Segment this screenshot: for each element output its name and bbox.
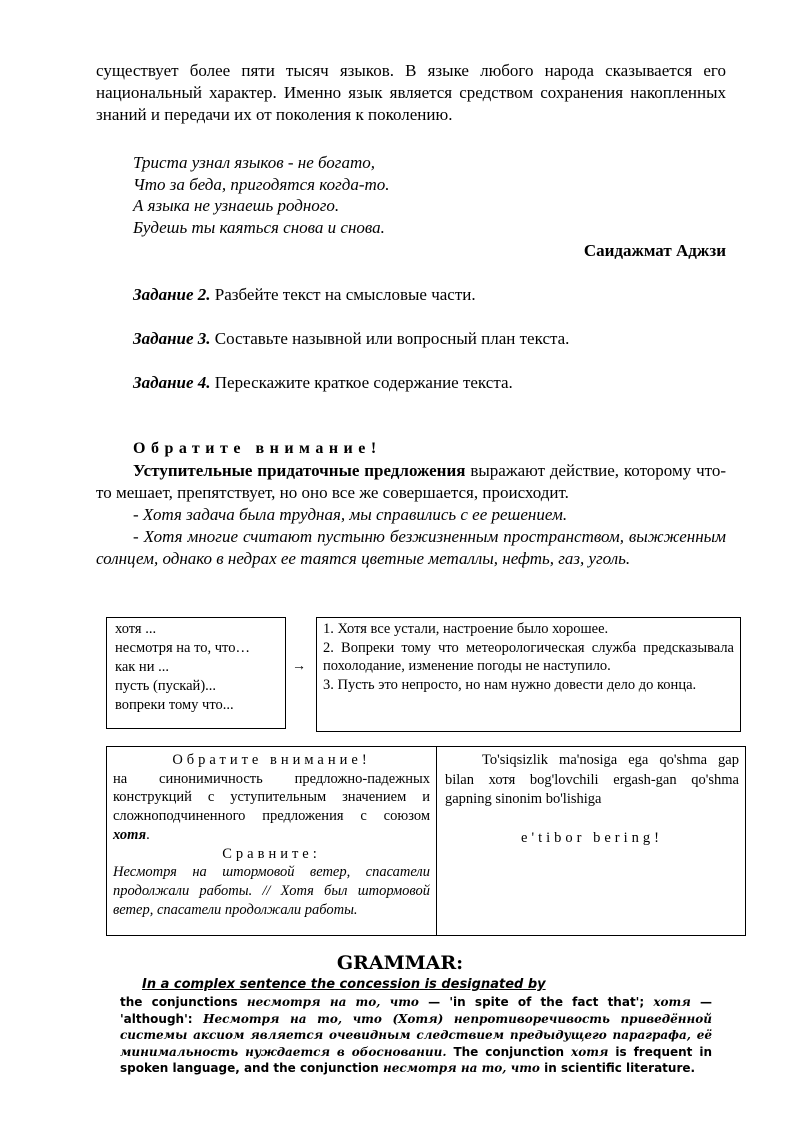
example-1: - Хотя задача была трудная, мы справились с ее решением. (133, 505, 568, 524)
example-item: 3. Пусть это непросто, но нам нужно довести дело до конца. (323, 676, 697, 693)
compare-example: Несмотря на штормовой ветер, спасатели продолжали работы. // Хотя был штормовой ветер, спасатели продолжали работы. (113, 864, 430, 918)
example-item: 2. Вопреки тому что метеорологическая служба предсказывала похолодание, изменение погоды не наступило. (323, 639, 734, 674)
poem-line: А языка не узнаешь родного. (133, 196, 340, 215)
poem (133, 152, 726, 238)
poem-author: Саидажмат Аджзи (583, 241, 726, 260)
example-item: 1. Хотя все устали, настроение было хорошее. (323, 621, 609, 637)
conjunction: несмотря на то, что (382, 1061, 540, 1075)
attention-heading: Обратите внимание! (133, 440, 382, 457)
conjunction-item: несмотря на то, что… (115, 640, 250, 656)
task-2 (133, 284, 726, 306)
table-cell-uzbek (437, 747, 745, 935)
right-arrow-icon: → (292, 659, 306, 674)
page-content (96, 60, 726, 570)
concessive-definition: Уступительные придаточные предложения выражают действие, которому что-то мешает, препятствует, но оно все же совершается, происходит. (96, 461, 726, 502)
conjunction-item: вопреки тому что... (115, 697, 234, 713)
conjunction-item: как ни ... (115, 659, 169, 675)
grammar-subtitle: In a complex sentence the concession is designated by (142, 977, 546, 992)
compare-heading: Сравните: (222, 845, 321, 862)
task-text: Разбейте текст на смысловые части. (210, 285, 476, 304)
task-label: Задание 2. (133, 285, 211, 304)
uzbek-footer: e'tibor bering! (521, 829, 663, 846)
examples-box (316, 617, 741, 732)
task-label: Задание 3. (133, 329, 211, 348)
intro-paragraph: существует более пяти тысяч языков. В языке любого народа сказывается его национальный характер. Именно язык является средством сохранения накопленных знаний и передачи их от поколения к поколению. (96, 61, 726, 124)
poem-line: Что за беда, пригодятся когда-то. (133, 174, 390, 194)
conjunction: несмотря на то, что (246, 995, 419, 1009)
table-text: на синонимичность предложно-падежных конструкций с уступительным значением и сложноподчиненного предложения с союзом хотя. (113, 770, 430, 843)
table-heading: Обратите внимание! (172, 752, 371, 768)
conjunction-item: хотя ... (115, 621, 157, 637)
conjunction: хотя (653, 995, 691, 1009)
poem-line: Триста узнал языков - не богато, (133, 153, 375, 172)
concessive-term: Уступительные придаточные предложения (133, 461, 466, 480)
task-text: Составьте назывной или вопросный план текста. (210, 329, 570, 348)
task-3 (133, 328, 726, 350)
uzbek-text: To'siqsizlik ma'nosiga ega qo'shma gap bilan хотя bog'lovchili ergash-gan qo'shma gapning sinonim bo'lishiga (445, 752, 739, 807)
table-cell-russian (107, 747, 437, 935)
conjunction-list-box (106, 617, 286, 729)
poem-line: Будешь ты каяться снова и снова. (133, 217, 385, 237)
grammar-title: GRAMMAR: (336, 952, 464, 974)
grammar-body: the conjunctions несмотря на то, что — 'in spite of the fact that'; хотя — 'although': Несмотря на то, что (Хотя) непротиворечивость приведённой системы аксиом является очевидным следствием предыдущего параграфа, её минимальность нуждается в обосновании. The conjunction хотя is frequent in spoken language, and the conjunction несмотря на то, что in scientific literature. (120, 995, 713, 1075)
example-2: - Хотя многие считают пустыню безжизненным пространством, выжженным солнцем, однако в недрах ее таятся цветные металлы, нефть, газ, уголь. (96, 527, 726, 568)
conjunction-item: пусть (пускай)... (115, 678, 217, 694)
grammar-example: Несмотря на то, что (Хотя) непротиворечивость приведённой системы аксиом является очевидным следствием предыдущего параграфа, её минимальность нуждается в обосновании. (120, 1011, 713, 1059)
conjunction-diagram (96, 617, 746, 732)
comparison-table (106, 746, 746, 936)
task-4 (133, 372, 726, 394)
conjunction: хотя (571, 1044, 609, 1059)
task-text: Перескажите краткое содержание текста. (210, 373, 513, 392)
task-label: Задание 4. (133, 373, 211, 392)
